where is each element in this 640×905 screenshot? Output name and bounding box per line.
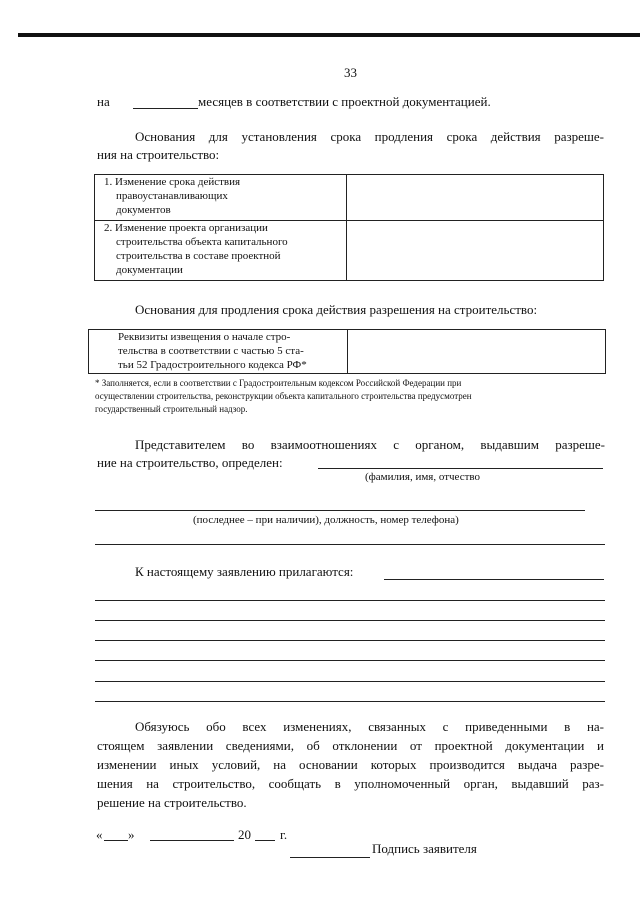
s2-line2: тельства в соответствии с частью 5 ста- bbox=[118, 345, 304, 357]
row2-line4: документации bbox=[116, 264, 183, 276]
attachments-label: К настоящему заявлению прилагаются: bbox=[135, 564, 354, 579]
attachment-line-5[interactable] bbox=[95, 660, 605, 661]
s2-value-cell[interactable] bbox=[348, 330, 606, 374]
date-year-field[interactable] bbox=[255, 840, 275, 841]
table-row bbox=[89, 330, 606, 374]
table-row bbox=[95, 175, 604, 221]
representative-detail-field[interactable] bbox=[95, 510, 585, 511]
signature-label: Подпись заявителя bbox=[372, 841, 477, 856]
row1-line1: 1. Изменение срока действия bbox=[104, 176, 241, 188]
table-row bbox=[95, 221, 604, 281]
page-number: 33 bbox=[344, 65, 357, 80]
s2-line3: тьи 52 Градостроительного кодекса РФ* bbox=[118, 359, 307, 371]
footnote-line2: осуществлении строительства, реконструкции объекта капитального строительства предусмотрен bbox=[95, 391, 472, 401]
date-year-prefix: 20 bbox=[238, 827, 251, 842]
obligation-line1: Обязуюсь обо всех изменениях, связанных с приведенными в на- bbox=[135, 719, 604, 734]
row2-value-cell[interactable] bbox=[347, 221, 604, 281]
row1-line2: правоустанавливающих bbox=[116, 190, 228, 202]
attachment-line-4[interactable] bbox=[95, 640, 605, 641]
section1-table bbox=[94, 174, 604, 281]
row1-line3: документов bbox=[116, 204, 171, 216]
intro-suffix: месяцев в соответствии с проектной документацией. bbox=[198, 94, 491, 109]
table-cell-label bbox=[95, 221, 347, 281]
row2-line3: строительства в составе проектной bbox=[116, 250, 281, 262]
attachment-line-6[interactable] bbox=[95, 681, 605, 682]
attachment-line-7[interactable] bbox=[95, 701, 605, 702]
section1-heading-line2: ния на строительство: bbox=[97, 147, 220, 162]
obligation-line2: стоящем заявлении сведениями, об отклонении от проектной документации и bbox=[97, 738, 604, 753]
date-year-suffix: г. bbox=[280, 827, 288, 842]
s2-line1: Реквизиты извещения о начале стро- bbox=[118, 331, 291, 343]
section2-table bbox=[88, 329, 606, 374]
attachment-line-2[interactable] bbox=[95, 600, 605, 601]
footnote-line1: * Заполняется, если в соответствии с Градостроительным кодексом Российской Федерации при bbox=[95, 378, 462, 388]
section1-heading-line1: Основания для установления срока продления срока действия разреше- bbox=[135, 129, 604, 144]
section2-heading: Основания для продления срока действия разрешения на строительство: bbox=[135, 302, 538, 317]
footnote-line3: государственный строительный надзор. bbox=[95, 404, 248, 414]
row2-line2: строительства объекта капитального bbox=[116, 236, 288, 248]
date-day-field[interactable] bbox=[104, 840, 128, 841]
obligation-line3: изменении иных условий, на основании которых производится выдача разре- bbox=[97, 757, 604, 772]
obligation-last-line: решение на строительство. bbox=[97, 795, 247, 810]
attachment-line-3[interactable] bbox=[95, 620, 605, 621]
obligation-line4: шения на строительство, сообщать в уполномоченный орган, выдавший раз- bbox=[97, 776, 604, 791]
attachment-line-1[interactable] bbox=[384, 579, 604, 580]
months-field[interactable] bbox=[133, 108, 198, 109]
signature-field[interactable] bbox=[290, 857, 370, 858]
intro-prefix: на bbox=[97, 94, 110, 109]
row2-line1: 2. Изменение проекта организации bbox=[104, 222, 268, 234]
representative-line2: ние на строительство, определен: bbox=[97, 455, 283, 470]
caption-details: (последнее – при наличии), должность, номер телефона) bbox=[193, 514, 459, 526]
representative-name-field[interactable] bbox=[318, 468, 603, 469]
table-cell-label bbox=[95, 175, 347, 221]
date-open-quote: « bbox=[96, 827, 103, 842]
representative-line1: Представителем во взаимоотношениях с органом, выдавшим разреше- bbox=[135, 437, 605, 452]
row1-value-cell[interactable] bbox=[347, 175, 604, 221]
date-close-quote: » bbox=[128, 827, 135, 842]
table-cell-label bbox=[89, 330, 348, 374]
top-border bbox=[18, 33, 640, 37]
caption-name: (фамилия, имя, отчество bbox=[365, 471, 481, 483]
representative-extra-field[interactable] bbox=[95, 544, 605, 545]
date-month-field[interactable] bbox=[150, 840, 234, 841]
